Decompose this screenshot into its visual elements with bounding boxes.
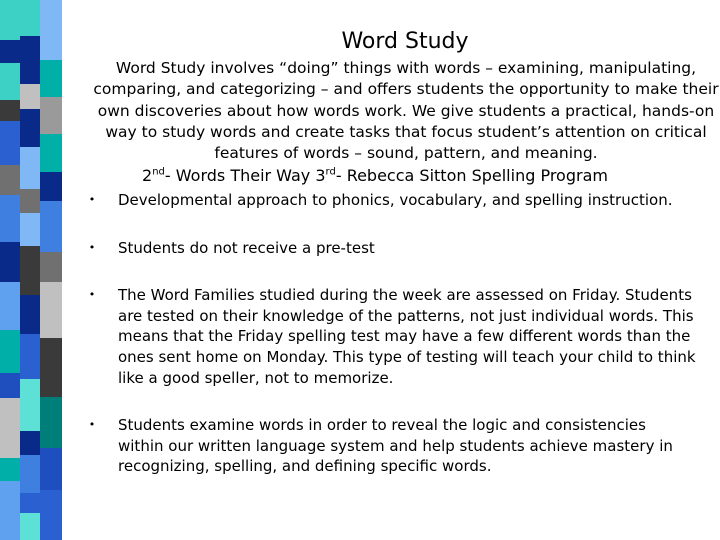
mosaic-tile: [40, 172, 62, 201]
program-b: - Rebecca Sitton Spelling Program: [335, 166, 608, 185]
grade-programs-line: [95, 165, 655, 187]
mosaic-tile: [20, 213, 40, 246]
mosaic-tile: [40, 338, 62, 397]
mosaic-tile: [20, 493, 40, 513]
mosaic-tile: [0, 40, 20, 63]
mosaic-tile: [0, 330, 20, 373]
mosaic-tile: [20, 295, 40, 334]
mosaic-tile: [20, 36, 40, 84]
bullet-icon: •: [88, 418, 96, 432]
bullet-list: [86, 190, 696, 477]
mosaic-tile: [20, 147, 40, 189]
mosaic-tile: [0, 458, 20, 481]
list-item: [86, 415, 696, 477]
mosaic-tile: [0, 195, 20, 242]
list-item: [86, 238, 696, 259]
mosaic-tile: [20, 334, 40, 379]
mosaic-tile: [20, 84, 40, 109]
mosaic-tile: [40, 490, 62, 522]
mosaic-tile: [40, 97, 62, 134]
list-item: [86, 190, 696, 211]
mosaic-tile: [40, 397, 62, 448]
grade-b-suffix: rd: [325, 166, 336, 178]
mosaic-tile: [0, 100, 20, 121]
list-item: [86, 285, 696, 388]
mosaic-tile: [40, 201, 62, 252]
mosaic-tile: [40, 0, 62, 60]
mosaic-tile: [0, 481, 20, 540]
mosaic-tile: [20, 431, 40, 455]
mosaic-tile: [40, 448, 62, 490]
mosaic-tile: [20, 267, 40, 295]
mosaic-tile: [0, 0, 20, 40]
grade-b-number: 3: [315, 166, 326, 185]
mosaic-tile: [40, 522, 62, 540]
page-title: Word Study: [341, 29, 469, 54]
bullet-icon: •: [88, 240, 96, 254]
list-item-text: Students examine words in order to reveal the logic and consistencies within our written language system and help students achieve mastery in recognizing, spelling, and defining specific words.: [118, 416, 673, 476]
mosaic-tile: [20, 379, 40, 431]
mosaic-tile: [0, 121, 20, 165]
mosaic-tile: [40, 252, 62, 282]
mosaic-tile: [20, 109, 40, 147]
mosaic-tile: [20, 513, 40, 540]
list-item-text: The Word Families studied during the week are assessed on Friday. Students are tested on their knowledge of the patterns, not just individual words. This means that the Friday spelling test may have a few different words than the ones sent home on Monday. This type of testing will teach your child to think like a good speller, not to memorize.: [118, 286, 696, 387]
mosaic-tile: [0, 373, 20, 398]
program-a: - Words Their Way: [164, 166, 311, 185]
mosaic-tile: [0, 242, 20, 282]
bullet-icon: •: [88, 193, 96, 206]
mosaic-tile: [20, 0, 40, 36]
decorative-mosaic-strip: [0, 0, 62, 540]
mosaic-tile: [20, 189, 40, 213]
list-item-text: Developmental approach to phonics, vocabulary, and spelling instruction.: [118, 191, 673, 209]
mosaic-tile: [0, 63, 20, 100]
mosaic-tile: [40, 134, 62, 172]
mosaic-tile: [40, 282, 62, 338]
mosaic-tile: [20, 246, 40, 267]
grade-a-suffix: nd: [152, 166, 165, 178]
intro-paragraph: Word Study involves “doing” things with words – examining, manipulating, comparing, and categorizing – and offers students the opportunity to make their own discoveries about how words work. We give students a practical, hands-on way to study words and create tasks that focus student’s attention on critical features of words – sound, pattern, and meaning.: [93, 59, 719, 163]
list-item-text: Students do not receive a pre-test: [118, 238, 375, 257]
mosaic-tile: [20, 455, 40, 493]
bullet-icon: •: [88, 288, 96, 302]
grade-a-number: 2: [142, 166, 153, 185]
mosaic-tile: [40, 60, 62, 97]
mosaic-tile: [0, 282, 20, 330]
mosaic-tile: [0, 165, 20, 195]
mosaic-tile: [0, 398, 20, 458]
